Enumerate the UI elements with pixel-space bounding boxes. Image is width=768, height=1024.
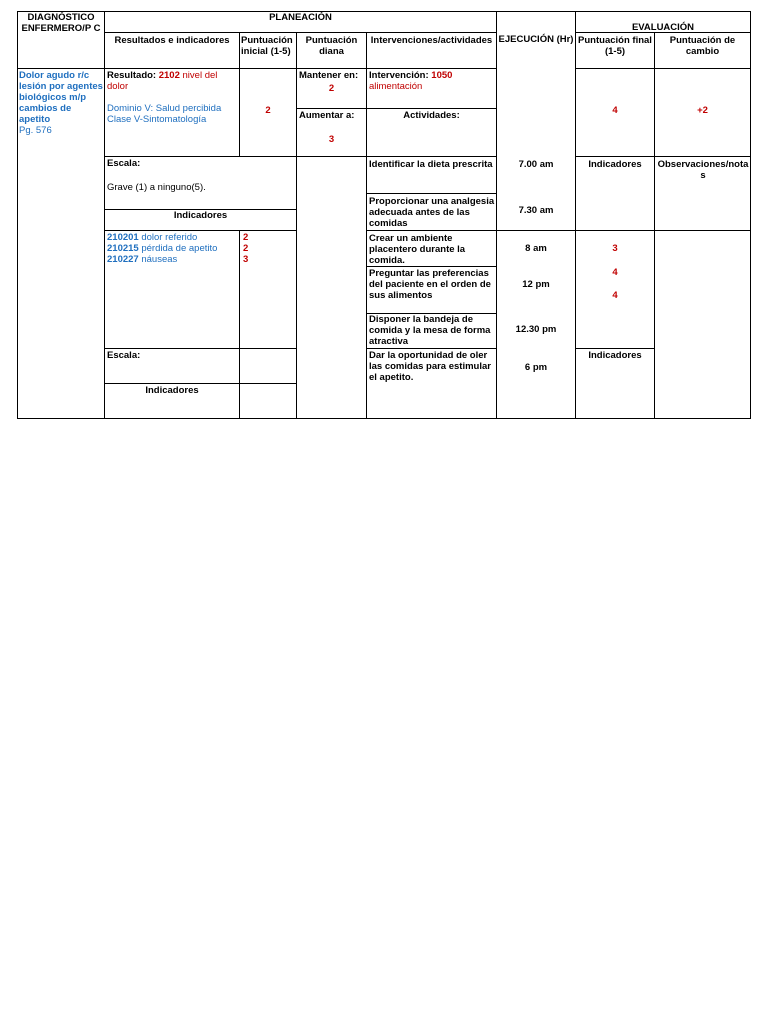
- activity-6-time: 6 pm: [524, 362, 548, 373]
- row-line-indicadores-2: [104, 383, 296, 384]
- table-border-right: [750, 11, 751, 419]
- activity-1: Identificar la dieta prescrita: [369, 159, 493, 170]
- col-line-8: [654, 33, 655, 231]
- mantener-label: Mantener en:: [299, 70, 359, 81]
- indicator-row-1: [107, 232, 238, 243]
- header-resultados: Resultados e indicadores: [114, 35, 230, 46]
- row-line-block-2b: [366, 230, 751, 231]
- header-diagnostico: DIAGNÓSTICO ENFERMERO/P C: [21, 12, 101, 34]
- row-line-escala-2b: [366, 348, 496, 349]
- activity-6: Dar la oportunidad de oler las comidas para estimular el apetito.: [369, 350, 491, 383]
- indicator-1-code: 210201: [107, 232, 139, 243]
- header-ejecucion: EJECUCIÓN (Hr): [498, 34, 574, 45]
- header-puntuacion-inicial: Puntuación inicial (1-5): [241, 35, 293, 57]
- row-line-act-3: [366, 266, 496, 267]
- col-line-8b: [654, 231, 655, 419]
- activity-2: Proporcionar una analgesia adecuada antes de las comidas: [369, 196, 495, 229]
- aumentar-label: Aumentar a:: [299, 110, 355, 121]
- header-planeacion: PLANEACIÓN: [269, 12, 332, 23]
- row-line-act-1: [366, 193, 496, 194]
- resultado-code: 2102: [158, 70, 180, 81]
- activities-label: Actividades:: [403, 110, 460, 121]
- resultado-label: Resultado:: [107, 70, 157, 81]
- indicator-row-2: [107, 243, 238, 254]
- intervention-label: Intervención:: [369, 70, 429, 81]
- indicator-3-score: 3: [243, 254, 249, 265]
- row-line-escala-2c: [575, 348, 654, 349]
- intervention-cell: [369, 70, 495, 92]
- resultado-domain: Dominio V: Salud percibida: [107, 103, 222, 114]
- row-line-header-bottom: [17, 68, 497, 69]
- initial-score: 2: [265, 105, 271, 116]
- change-score: +2: [697, 105, 708, 116]
- activity-5: Disponer la bandeja de comida y la mesa de forma atractiva: [369, 314, 491, 347]
- observaciones-label: Observaciones/notas: [657, 159, 749, 181]
- indicator-3-code: 210227: [107, 254, 139, 265]
- table-border-bottom: [17, 418, 751, 419]
- activity-1-time: 7.00 am: [518, 159, 554, 170]
- eval-score-2: 4: [612, 267, 618, 278]
- diagnosis-page: Pg. 576: [19, 125, 52, 136]
- intervention-code: 1050: [431, 70, 453, 81]
- col-line-4: [366, 33, 367, 419]
- diagnosis-cell: [19, 70, 103, 136]
- header-puntuacion-diana: Puntuación diana: [305, 35, 358, 57]
- final-score: 4: [612, 105, 618, 116]
- indicator-row-3: [107, 254, 238, 265]
- activity-3: Crear un ambiente placentero durante la comida.: [369, 233, 466, 266]
- row-line-escala-top: [104, 156, 496, 157]
- indicadores-label-2: Indicadores: [145, 385, 199, 396]
- resultado-name: nivel del dolor: [107, 70, 218, 92]
- escala-label: Escala:: [107, 158, 141, 169]
- row-line-header-bottom-eval: [575, 68, 751, 69]
- eval-score-1: 3: [612, 243, 618, 254]
- indicator-2-score: 2: [243, 243, 249, 254]
- activity-5-time: 12.30 pm: [515, 324, 557, 335]
- indicadores-label-1: Indicadores: [173, 210, 228, 221]
- mantener-value: 2: [328, 83, 335, 94]
- row-line-mantener: [296, 108, 496, 109]
- header-puntuacion-cambio: Puntuación de cambio: [669, 35, 736, 57]
- eval-indicadores-label-2: Indicadores: [588, 350, 642, 361]
- activity-3-time: 8 am: [525, 243, 547, 254]
- eval-score-3: 4: [612, 290, 618, 301]
- row-line-escala-2: [104, 348, 296, 349]
- indicator-1-score: 2: [243, 232, 249, 243]
- activity-4: Preguntar las preferencias del paciente en el orden de sus alimentos: [369, 268, 491, 301]
- aumentar-value: 3: [328, 134, 335, 145]
- indicator-2-code: 210215: [107, 243, 139, 254]
- indicator-1-name: dolor referido: [141, 232, 198, 243]
- diagnosis-text: Dolor agudo r/c lesión por agentes biológicos m/p cambios de apetito: [19, 70, 103, 125]
- activity-2-time: 7.30 am: [518, 205, 554, 216]
- activity-4-time: 12 pm: [522, 279, 550, 290]
- row-line-block-2: [104, 230, 296, 231]
- escala-label-2: Escala:: [107, 350, 141, 361]
- indicator-3-name: náuseas: [141, 254, 178, 265]
- col-line-2b: [239, 231, 240, 419]
- table-border-left: [17, 11, 18, 419]
- resultado-cell: [107, 70, 238, 125]
- header-puntuacion-final: Puntuación final (1-5): [578, 35, 652, 57]
- resultado-class: Clase V-Sintomatología: [107, 114, 207, 125]
- row-line-escala-top-eval: [575, 156, 751, 157]
- escala-text: Grave (1) a ninguno(5).: [107, 182, 206, 193]
- header-evaluacion: EVALUACIÓN: [631, 22, 695, 33]
- indicator-2-name: pérdida de apetito: [141, 243, 218, 254]
- header-intervenciones: Intervenciones/actividades: [370, 35, 493, 46]
- intervention-name: alimentación: [369, 81, 423, 92]
- row-line-planeacion: [104, 32, 496, 33]
- eval-indicadores-label: Indicadores: [588, 159, 642, 170]
